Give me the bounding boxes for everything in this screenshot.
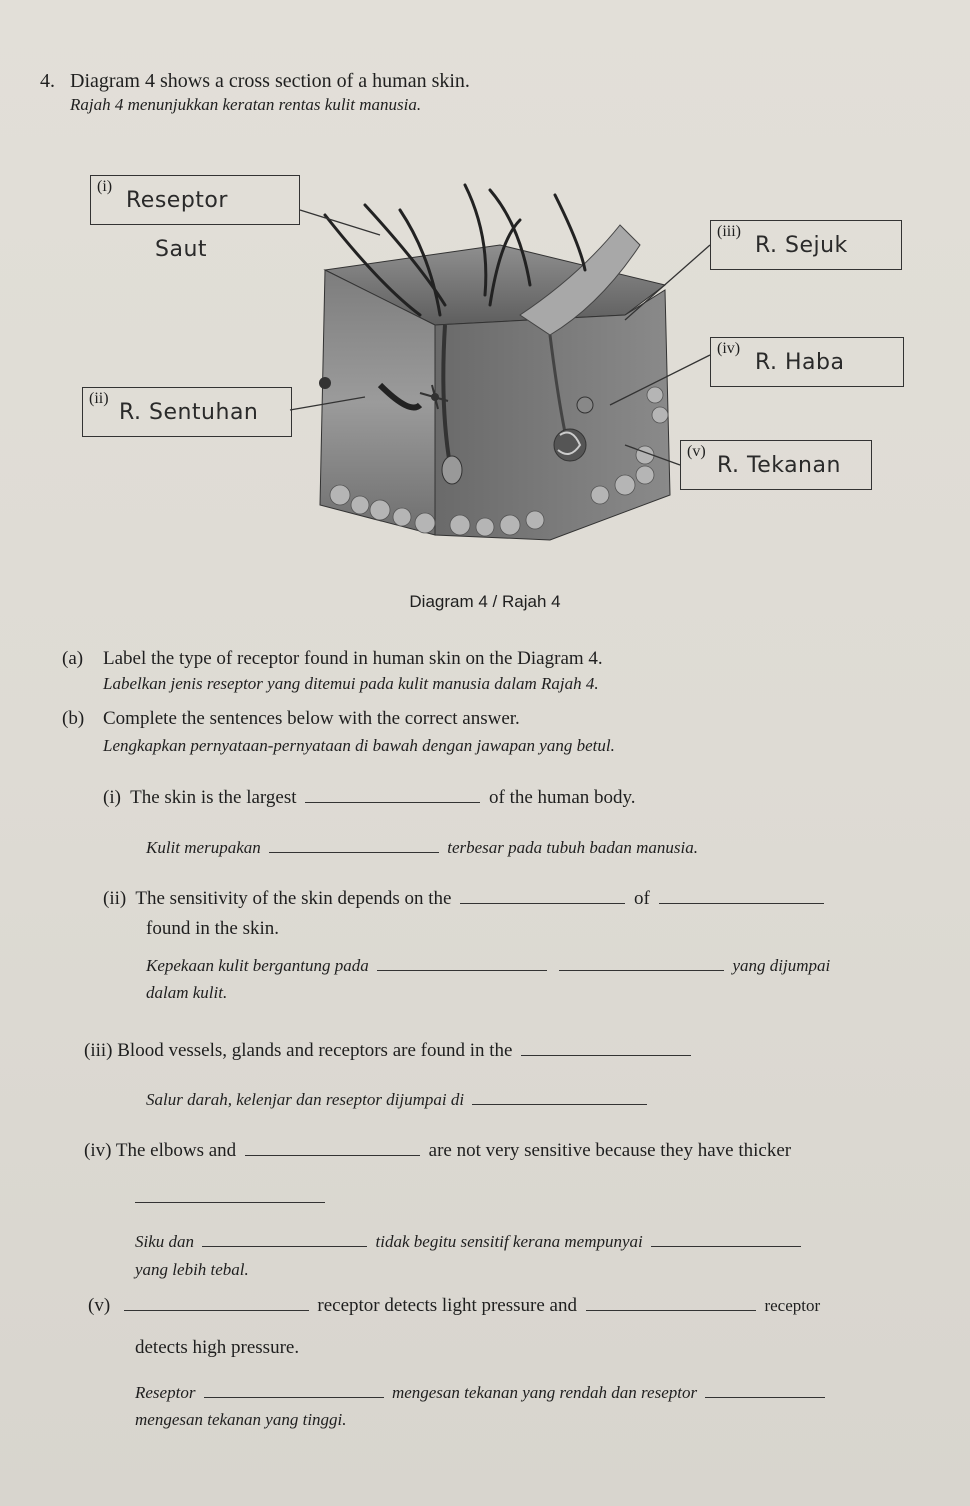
item-i-num: (i) <box>103 787 121 808</box>
label-answer-i: Reseptor <box>126 188 228 213</box>
item-i-ms-a: Kulit merupakan <box>146 838 261 857</box>
label-answer-ii: R. Sentuhan <box>119 400 259 425</box>
item-ii-num: (ii) <box>103 888 127 909</box>
item-ii-ms <box>146 956 830 976</box>
item-ii-en-a: The sensitivity of the skin depends on the <box>135 888 452 909</box>
item-ii-ms-c: dalam kulit. <box>146 983 228 1002</box>
skin-diagram <box>80 165 910 565</box>
label-answer-v: R. Tekanan <box>717 453 841 478</box>
item-iv-ms <box>135 1232 805 1252</box>
item-v-ms-a: Reseptor <box>135 1383 196 1402</box>
item-ii-ms-b: yang dijumpai <box>732 956 831 975</box>
label-box-iv[interactable] <box>710 337 904 387</box>
blank-iv-en-2[interactable] <box>135 1202 325 1203</box>
item-ii-en <box>103 888 828 910</box>
item-iv-ms-c: yang lebih tebal. <box>135 1260 249 1279</box>
label-number-v: (v) <box>687 443 706 460</box>
item-iv-en-b: are not very sensitive because they have thicker <box>428 1140 792 1161</box>
item-v-en-b: receptor <box>764 1296 821 1315</box>
label-answer-i-line2: Saut <box>155 237 208 262</box>
label-box-v[interactable] <box>680 440 872 490</box>
label-box-iii[interactable] <box>710 220 902 270</box>
item-v-en-a: receptor detects light pressure and <box>317 1295 577 1316</box>
part-b-ms: Lengkapkan pernyataan-pernyataan di bawah dengan jawapan yang betul. <box>103 736 615 755</box>
item-ii-en-c: found in the skin. <box>146 918 279 939</box>
item-iii-en-a: Blood vessels, glands and receptors are found in the <box>117 1040 513 1061</box>
label-answer-iii: R. Sejuk <box>755 233 848 258</box>
item-iv-ms-b: tidak begitu sensitif kerana mempunyai <box>375 1232 643 1251</box>
item-v-en-c: detects high pressure. <box>135 1337 300 1358</box>
item-iv-num: (iv) <box>84 1140 112 1161</box>
item-iv-ms-a: Siku dan <box>135 1232 195 1251</box>
item-iv-en <box>84 1140 791 1162</box>
blank-iii-ms[interactable] <box>472 1104 647 1105</box>
label-answer-iv: R. Haba <box>755 350 845 375</box>
blank-iii-en[interactable] <box>521 1055 691 1056</box>
part-a-en: Label the type of receptor found in human skin on the Diagram 4. <box>103 648 603 669</box>
blank-v-en-1[interactable] <box>124 1310 309 1311</box>
question-title-en: Diagram 4 shows a cross section of a human skin. <box>70 70 470 92</box>
item-ii-ms-a: Kepekaan kulit bergantung pada <box>146 956 369 975</box>
label-number-iv: (iv) <box>717 340 741 357</box>
blank-iv-ms-2[interactable] <box>651 1246 801 1247</box>
part-b-en: Complete the sentences below with the correct answer. <box>103 708 520 729</box>
question-title-ms: Rajah 4 menunjukkan keratan rentas kulit manusia. <box>70 95 422 114</box>
diagram-caption: Diagram 4 / Rajah 4 <box>409 592 561 611</box>
blank-i-en[interactable] <box>305 802 480 803</box>
label-box-i[interactable] <box>90 175 300 225</box>
blank-ii-ms-2[interactable] <box>559 970 724 971</box>
blank-v-ms-2[interactable] <box>705 1397 825 1398</box>
item-i-ms-b: terbesar pada tubuh badan manusia. <box>447 838 698 857</box>
item-iii-num: (iii) <box>84 1040 113 1061</box>
item-v-ms-c: mengesan tekanan yang tinggi. <box>135 1410 347 1429</box>
item-v-ms-b: mengesan tekanan yang rendah dan reseptor <box>391 1383 698 1402</box>
label-number-iii: (iii) <box>717 223 741 240</box>
item-i-en <box>103 787 636 809</box>
blank-ii-en-2[interactable] <box>659 903 824 904</box>
item-ii-en-b: of <box>633 888 650 909</box>
blank-v-ms-1[interactable] <box>204 1397 384 1398</box>
part-a-label: (a) <box>62 648 84 669</box>
item-i-en-b: of the human body. <box>489 787 636 808</box>
item-i-ms <box>146 838 698 858</box>
question-number: 4. <box>40 70 55 92</box>
blank-iv-en-1[interactable] <box>245 1155 420 1156</box>
item-iii-en <box>84 1040 695 1062</box>
blank-iv-ms-1[interactable] <box>202 1246 367 1247</box>
item-v-en <box>88 1295 820 1317</box>
item-iii-ms-a: Salur darah, kelenjar dan reseptor dijumpai di <box>146 1090 465 1109</box>
blank-v-en-2[interactable] <box>586 1310 756 1311</box>
part-a-ms: Labelkan jenis reseptor yang ditemui pada kulit manusia dalam Rajah 4. <box>103 674 599 693</box>
item-v-ms <box>135 1383 829 1403</box>
part-b-label: (b) <box>62 708 85 729</box>
blank-i-ms[interactable] <box>269 852 439 853</box>
blank-ii-ms-1[interactable] <box>377 970 547 971</box>
item-iii-ms <box>146 1090 651 1110</box>
item-i-en-a: The skin is the largest <box>130 787 297 808</box>
label-box-ii[interactable] <box>82 387 292 437</box>
item-v-num: (v) <box>88 1295 111 1316</box>
label-number-i: (i) <box>97 178 113 195</box>
label-number-ii: (ii) <box>89 390 109 407</box>
item-iv-en-a: The elbows and <box>115 1140 237 1161</box>
blank-ii-en-1[interactable] <box>460 903 625 904</box>
